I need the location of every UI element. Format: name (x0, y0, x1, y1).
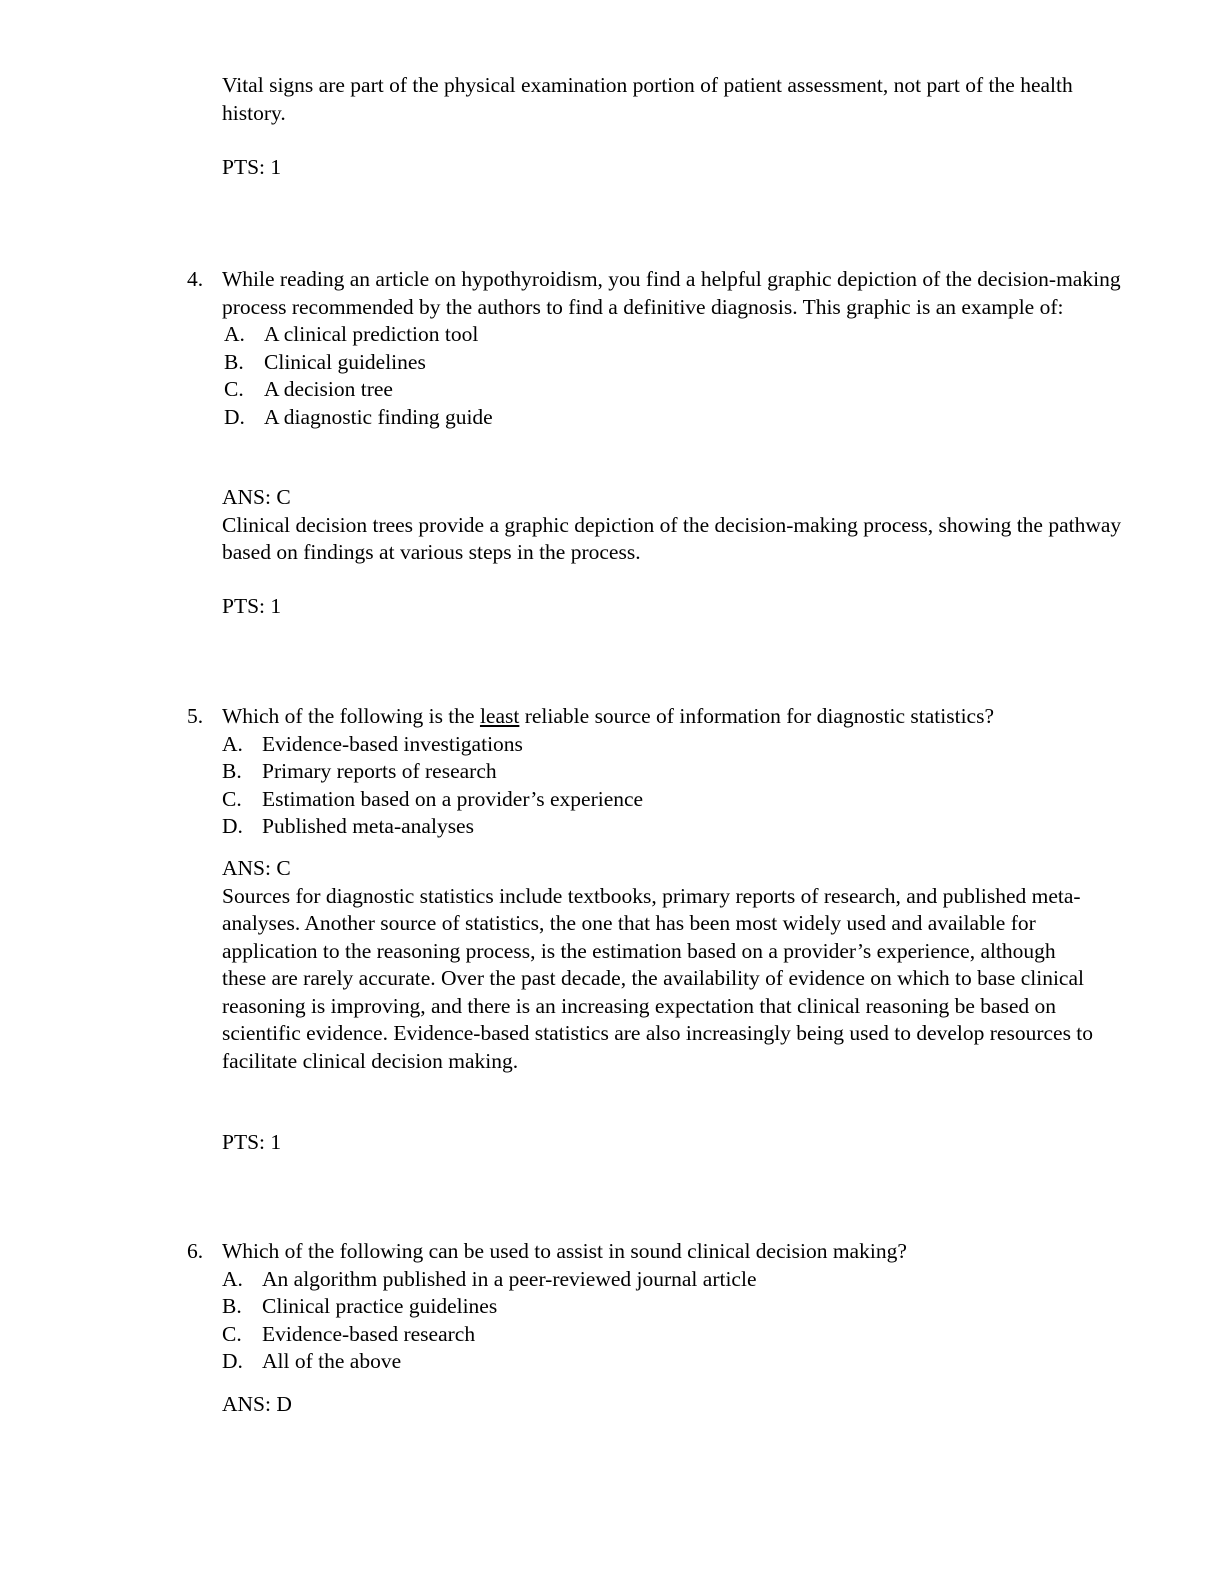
question-6-number: 6. (187, 1239, 204, 1263)
rationale-text: Vital signs are part of the physical examination portion of patient assessment, not part of the health history. (222, 73, 1073, 125)
rationale-text: Sources for diagnostic statistics include textbooks, primary reports of research, and published meta-analyses. Another source of statistics, the one that has been most widely used and available for application to the reasoning process, is the estimation based on a provider’s experience, although these are rarely accurate. Over the past decade, the availability of evidence on which to base clinical reasoning is improving, and there is an increasing expectation that clinical reasoning be based on scientific evidence. Evidence-based statistics are also increasingly being used to develop resources to facilitate clinical decision making. (222, 883, 1094, 1073)
option-d: D. A diagnostic finding guide (224, 404, 493, 429)
option-b: B. Primary reports of research (222, 759, 497, 783)
option-b: B. Clinical practice guidelines (222, 1294, 498, 1318)
option-a: A. A clinical prediction tool (224, 322, 479, 346)
question-stem: Which of the following can be used to assist in sound clinical decision making? (222, 1239, 907, 1263)
question-6 (222, 1238, 1122, 1376)
points-text: PTS: 1 (222, 1130, 282, 1154)
options-list (222, 1266, 1122, 1376)
question-stem: Which of the following is the least reliable source of information for diagnostic statistics? (222, 704, 995, 728)
question-4-number: 4. (187, 267, 204, 291)
option-c: C. Evidence-based research (222, 1321, 476, 1346)
answer-text: ANS: D (222, 1392, 292, 1416)
answer-text: ANS: C (222, 485, 291, 509)
question-5-number: 5. (187, 704, 204, 728)
question-4-points (222, 593, 1122, 621)
option-a: A. An algorithm published in a peer-reviewed journal article (222, 1266, 757, 1291)
option-c: C. A decision tree (224, 377, 393, 401)
emphasis-least: least (479, 704, 520, 728)
option-d: D. All of the above (222, 1349, 402, 1373)
options-list (222, 321, 1122, 431)
points-text: PTS: 1 (222, 155, 282, 179)
question-5 (222, 703, 1142, 841)
answer-text: ANS: C (222, 856, 291, 880)
q3-rationale (222, 72, 1122, 127)
question-4-answer-block (222, 484, 1122, 567)
option-a: A. Evidence-based investigations (222, 731, 523, 756)
option-c: C. Estimation based on a provider’s experience (222, 786, 644, 811)
option-b: B. Clinical guidelines (224, 349, 426, 374)
question-stem: While reading an article on hypothyroidism, you find a helpful graphic depiction of the decision-making process recommended by the authors to find a definitive diagnosis. This graphic is an example of: (222, 267, 1121, 319)
question-6-answer-block (222, 1391, 1122, 1419)
question-5-points (222, 1129, 1122, 1157)
options-list (222, 731, 1142, 841)
points-text: PTS: 1 (222, 594, 282, 618)
question-5-answer-block (222, 855, 1102, 1075)
q3-points (222, 154, 1122, 182)
question-4 (222, 266, 1122, 431)
option-d: D. Published meta-analyses (222, 814, 474, 838)
rationale-text: Clinical decision trees provide a graphic depiction of the decision-making process, showing the pathway based on findings at various steps in the process. (222, 512, 1122, 564)
